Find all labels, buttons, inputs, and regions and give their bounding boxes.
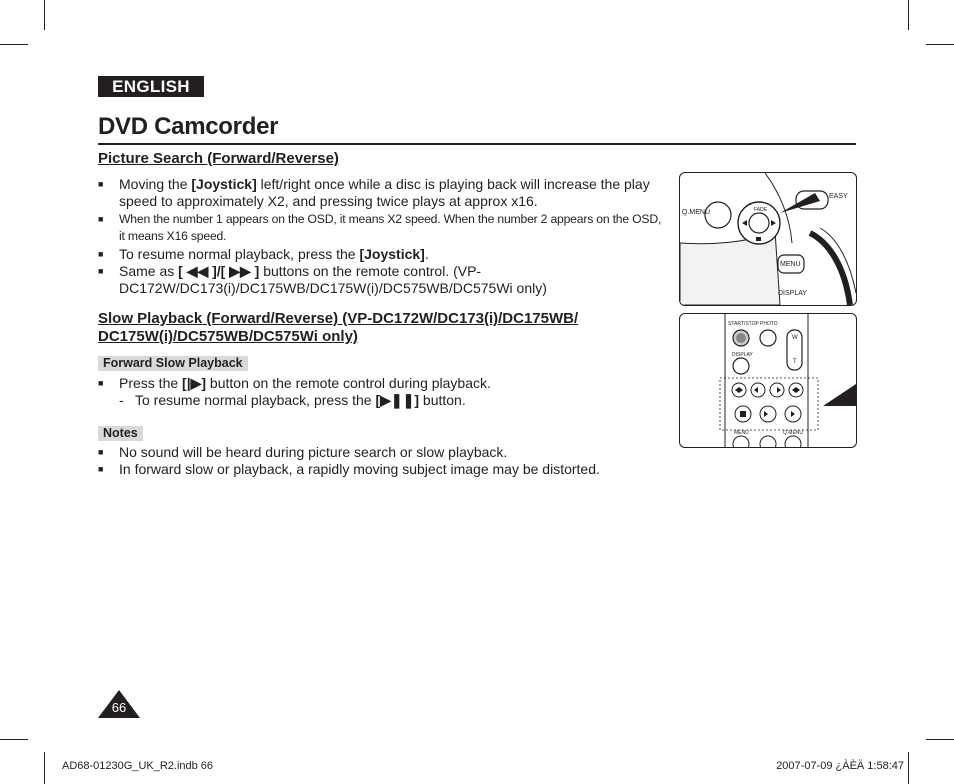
list-item: ■ To resume normal playback, press the [Joystick]. bbox=[98, 246, 429, 262]
t-label: T bbox=[793, 359, 797, 365]
bullet-icon: ■ bbox=[98, 266, 104, 276]
list-item: ■ In forward slow or playback, a rapidly moving subject image may be distorted. bbox=[98, 461, 600, 477]
footer-timestamp: 2007-07-09 ¿ÀÈÄ 1:58:47 bbox=[776, 760, 904, 772]
title-divider bbox=[98, 143, 856, 145]
page-title: DVD Camcorder bbox=[98, 113, 279, 140]
remote-body-drawing bbox=[680, 314, 856, 447]
display-label: DISPLAY bbox=[778, 290, 808, 297]
section-heading-slow-playback: Slow Playback (Forward/Reverse) (VP-DC172W/DC173(i)/DC175WB/ DC175W(i)/DC575WB/DC575Wi only) bbox=[98, 310, 579, 345]
notes-label: Notes bbox=[98, 426, 143, 441]
list-item: ■ No sound will be heard during picture search or slow playback. bbox=[98, 444, 508, 460]
w-label: W bbox=[792, 335, 798, 341]
crop-mark bbox=[908, 752, 909, 784]
language-badge: ENGLISH bbox=[98, 76, 204, 97]
photo-label: PHOTO bbox=[760, 321, 778, 327]
crop-mark bbox=[908, 0, 909, 30]
crop-mark bbox=[926, 739, 954, 740]
crop-mark bbox=[44, 752, 45, 784]
crop-mark bbox=[0, 44, 28, 45]
dash: - bbox=[119, 392, 124, 408]
bullet-icon: ■ bbox=[98, 464, 104, 474]
list-item: ■ Press the [|▶] button on the remote control during playback. bbox=[98, 375, 491, 391]
crop-mark bbox=[926, 44, 954, 45]
bullet-icon: ■ bbox=[98, 214, 104, 224]
easy-label: EASY bbox=[829, 193, 848, 200]
bullet-icon: ■ bbox=[98, 447, 104, 457]
remote-control-illustration bbox=[679, 313, 857, 448]
qmenu-label: Q.MENU bbox=[783, 430, 803, 436]
page-number: 66 bbox=[111, 700, 127, 715]
picture-search-list bbox=[98, 176, 668, 297]
bullet-icon: ■ bbox=[98, 249, 104, 259]
list-item: ■ Moving the [Joystick] left/right once while a disc is playing back will increase the play speed to approximately X2, and pressing twice plays at approx x16. bbox=[98, 176, 650, 209]
section-heading-picture-search: Picture Search (Forward/Reverse) bbox=[98, 150, 339, 167]
list-item: ■ Same as [ ◀◀ ]/[ ▶▶ ] buttons on the remote control. (VP-DC172W/DC173(i)/DC175WB/DC175W(i)/DC575WB/DC575Wi only) bbox=[98, 263, 547, 296]
notes-list bbox=[98, 444, 668, 478]
crop-mark bbox=[44, 0, 45, 30]
forward-slow-playback-label: Forward Slow Playback bbox=[98, 356, 248, 371]
bullet-icon: ■ bbox=[98, 179, 104, 189]
list-item: ■ When the number 1 appears on the OSD, it means X2 speed. When the number 2 appears on the OSD, it means X16 speed. bbox=[98, 212, 662, 243]
sub-step: - To resume normal playback, press the [▶❚❚] button. bbox=[119, 392, 466, 408]
bullet-icon: ■ bbox=[98, 378, 104, 388]
qmenu-label: Q.MENU bbox=[682, 209, 710, 216]
footer-file-info: AD68-01230G_UK_R2.indb 66 bbox=[62, 760, 214, 772]
menu-label: MENU bbox=[780, 261, 801, 268]
start-stop-label: START/STOP bbox=[728, 321, 759, 327]
menu-label: MENU bbox=[734, 430, 749, 436]
fade-label: FADE bbox=[754, 207, 768, 213]
display-label: DISPLAY bbox=[732, 352, 753, 358]
slow-playback-list bbox=[98, 375, 668, 392]
crop-mark bbox=[0, 739, 28, 740]
camcorder-buttons-illustration bbox=[679, 172, 857, 306]
